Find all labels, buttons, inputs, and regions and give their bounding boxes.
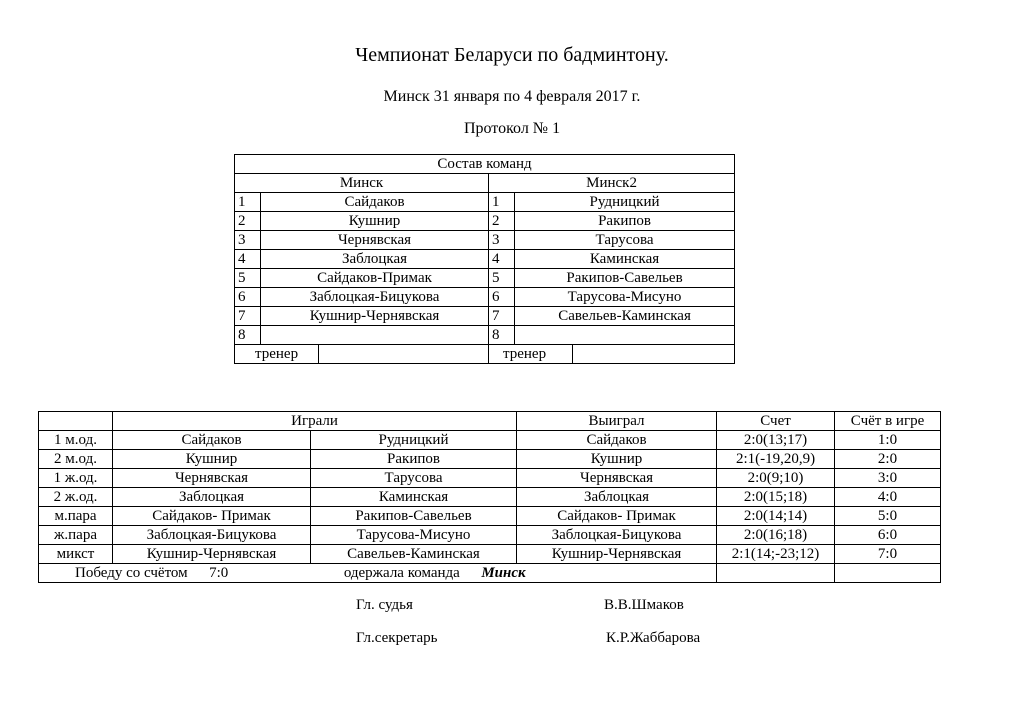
team1-player-name: Кушнир-Чернявская xyxy=(261,307,489,326)
team1-player-name: Заблоцкая-Бицукова xyxy=(261,288,489,307)
document-title: Чемпионат Беларуси по бадминтону. xyxy=(355,44,669,66)
result-game-score: 5:0 xyxy=(835,507,941,526)
result-player-team1: Заблоцкая xyxy=(113,488,311,507)
team1-player-number: 7 xyxy=(235,307,261,326)
team2-player-name xyxy=(515,326,735,345)
result-score: 2:0(14;14) xyxy=(717,507,835,526)
judge-label: Гл. судья xyxy=(356,597,413,613)
result-row xyxy=(39,469,941,488)
team2-player-name: Тарусова xyxy=(515,231,735,250)
result-player-team2: Каминская xyxy=(311,488,517,507)
result-player-team1: Сайдаков- Примак xyxy=(113,507,311,526)
result-game-score: 6:0 xyxy=(835,526,941,545)
judge-name: В.В.Шмаков xyxy=(604,597,684,613)
team1-player-name: Кушнир xyxy=(261,212,489,231)
result-winner: Кушнир xyxy=(517,450,717,469)
team2-player-number: 8 xyxy=(489,326,515,345)
team2-player-name: Ракипов-Савельев xyxy=(515,269,735,288)
result-player-team2: Тарусова xyxy=(311,469,517,488)
result-player-team1: Чернявская xyxy=(113,469,311,488)
result-row xyxy=(39,545,941,564)
results-footer xyxy=(39,564,717,583)
result-game-score: 4:0 xyxy=(835,488,941,507)
team2-coach-value xyxy=(573,345,735,364)
team2-player-number: 6 xyxy=(489,288,515,307)
result-player-team1: Заблоцкая-Бицукова xyxy=(113,526,311,545)
team-row xyxy=(235,212,735,231)
team2-player-name: Ракипов xyxy=(515,212,735,231)
team2-player-name: Каминская xyxy=(515,250,735,269)
team2-player-number: 4 xyxy=(489,250,515,269)
results-footer-score-empty xyxy=(717,564,835,583)
result-player-team1: Кушнир xyxy=(113,450,311,469)
team1-name: Минск xyxy=(235,174,489,193)
team1-player-number: 2 xyxy=(235,212,261,231)
results-table xyxy=(38,411,941,583)
team-row xyxy=(235,250,735,269)
result-game-score: 2:0 xyxy=(835,450,941,469)
team-row xyxy=(235,231,735,250)
team1-player-number: 3 xyxy=(235,231,261,250)
result-event: м.пара xyxy=(39,507,113,526)
result-event: микст xyxy=(39,545,113,564)
team-row xyxy=(235,326,735,345)
team1-player-number: 6 xyxy=(235,288,261,307)
protocol-number: Протокол № 1 xyxy=(463,120,561,137)
results-header-winner: Выиграл xyxy=(517,412,717,431)
results-footer-game-empty xyxy=(835,564,941,583)
result-row xyxy=(39,507,941,526)
result-winner: Кушнир-Чернявская xyxy=(517,545,717,564)
result-player-team2: Тарусова-Мисуно xyxy=(311,526,517,545)
result-player-team2: Ракипов-Савельев xyxy=(311,507,517,526)
team2-player-name: Савельев-Каминская xyxy=(515,307,735,326)
result-game-score: 1:0 xyxy=(835,431,941,450)
results-header-played: Играли xyxy=(113,412,517,431)
result-score: 2:1(14;-23;12) xyxy=(717,545,835,564)
result-game-score: 7:0 xyxy=(835,545,941,564)
result-player-team1: Сайдаков xyxy=(113,431,311,450)
team-row xyxy=(235,193,735,212)
team2-player-number: 7 xyxy=(489,307,515,326)
victory-label: Победу со счётом xyxy=(75,565,188,581)
result-score: 2:1(-19,20,9) xyxy=(717,450,835,469)
result-winner: Заблоцкая xyxy=(517,488,717,507)
result-score: 2:0(15;18) xyxy=(717,488,835,507)
team2-coach-label: тренер xyxy=(489,345,573,364)
team2-name: Минск2 xyxy=(489,174,735,193)
team1-player-name: Сайдаков xyxy=(261,193,489,212)
team-row xyxy=(235,288,735,307)
result-winner: Сайдаков- Примак xyxy=(517,507,717,526)
result-score: 2:0(16;18) xyxy=(717,526,835,545)
results-header-game-score: Счёт в игре xyxy=(835,412,941,431)
result-player-team2: Ракипов xyxy=(311,450,517,469)
result-row xyxy=(39,526,941,545)
result-player-team2: Савельев-Каминская xyxy=(311,545,517,564)
result-winner: Чернявская xyxy=(517,469,717,488)
team2-player-number: 2 xyxy=(489,212,515,231)
team2-player-number: 1 xyxy=(489,193,515,212)
result-event: 2 ж.од. xyxy=(39,488,113,507)
secretary-label: Гл.секретарь xyxy=(356,630,438,646)
team1-coach-label: тренер xyxy=(235,345,319,364)
results-header-score: Счет xyxy=(717,412,835,431)
team1-player-number: 5 xyxy=(235,269,261,288)
team1-player-number: 1 xyxy=(235,193,261,212)
result-event: 1 м.од. xyxy=(39,431,113,450)
result-winner: Заблоцкая-Бицукова xyxy=(517,526,717,545)
team1-player-name: Чернявская xyxy=(261,231,489,250)
teams-caption: Состав команд xyxy=(235,155,735,174)
team2-player-number: 5 xyxy=(489,269,515,288)
result-score: 2:0(9;10) xyxy=(717,469,835,488)
team1-coach-value xyxy=(319,345,489,364)
team1-player-name xyxy=(261,326,489,345)
result-event: 1 ж.од. xyxy=(39,469,113,488)
result-game-score: 3:0 xyxy=(835,469,941,488)
team1-player-number: 4 xyxy=(235,250,261,269)
result-event: 2 м.од. xyxy=(39,450,113,469)
result-player-team2: Рудницкий xyxy=(311,431,517,450)
victory-score: 7:0 xyxy=(209,565,229,581)
teams-table xyxy=(234,154,735,364)
results-header-event xyxy=(39,412,113,431)
result-row xyxy=(39,431,941,450)
result-score: 2:0(13;17) xyxy=(717,431,835,450)
team1-player-name: Заблоцкая xyxy=(261,250,489,269)
result-row xyxy=(39,450,941,469)
team-row xyxy=(235,307,735,326)
team-row xyxy=(235,269,735,288)
result-row xyxy=(39,488,941,507)
won-by-team: Минск xyxy=(481,565,526,581)
team2-player-number: 3 xyxy=(489,231,515,250)
team2-player-name: Рудницкий xyxy=(515,193,735,212)
team1-player-name: Сайдаков-Примак xyxy=(261,269,489,288)
team1-player-number: 8 xyxy=(235,326,261,345)
result-event: ж.пара xyxy=(39,526,113,545)
result-player-team1: Кушнир-Чернявская xyxy=(113,545,311,564)
secretary-name: К.Р.Жаббарова xyxy=(606,630,701,646)
team2-player-name: Тарусова-Мисуно xyxy=(515,288,735,307)
document-subtitle: Минск 31 января по 4 февраля 2017 г. xyxy=(383,88,641,105)
result-winner: Сайдаков xyxy=(517,431,717,450)
won-by-label: одержала команда xyxy=(343,565,460,581)
